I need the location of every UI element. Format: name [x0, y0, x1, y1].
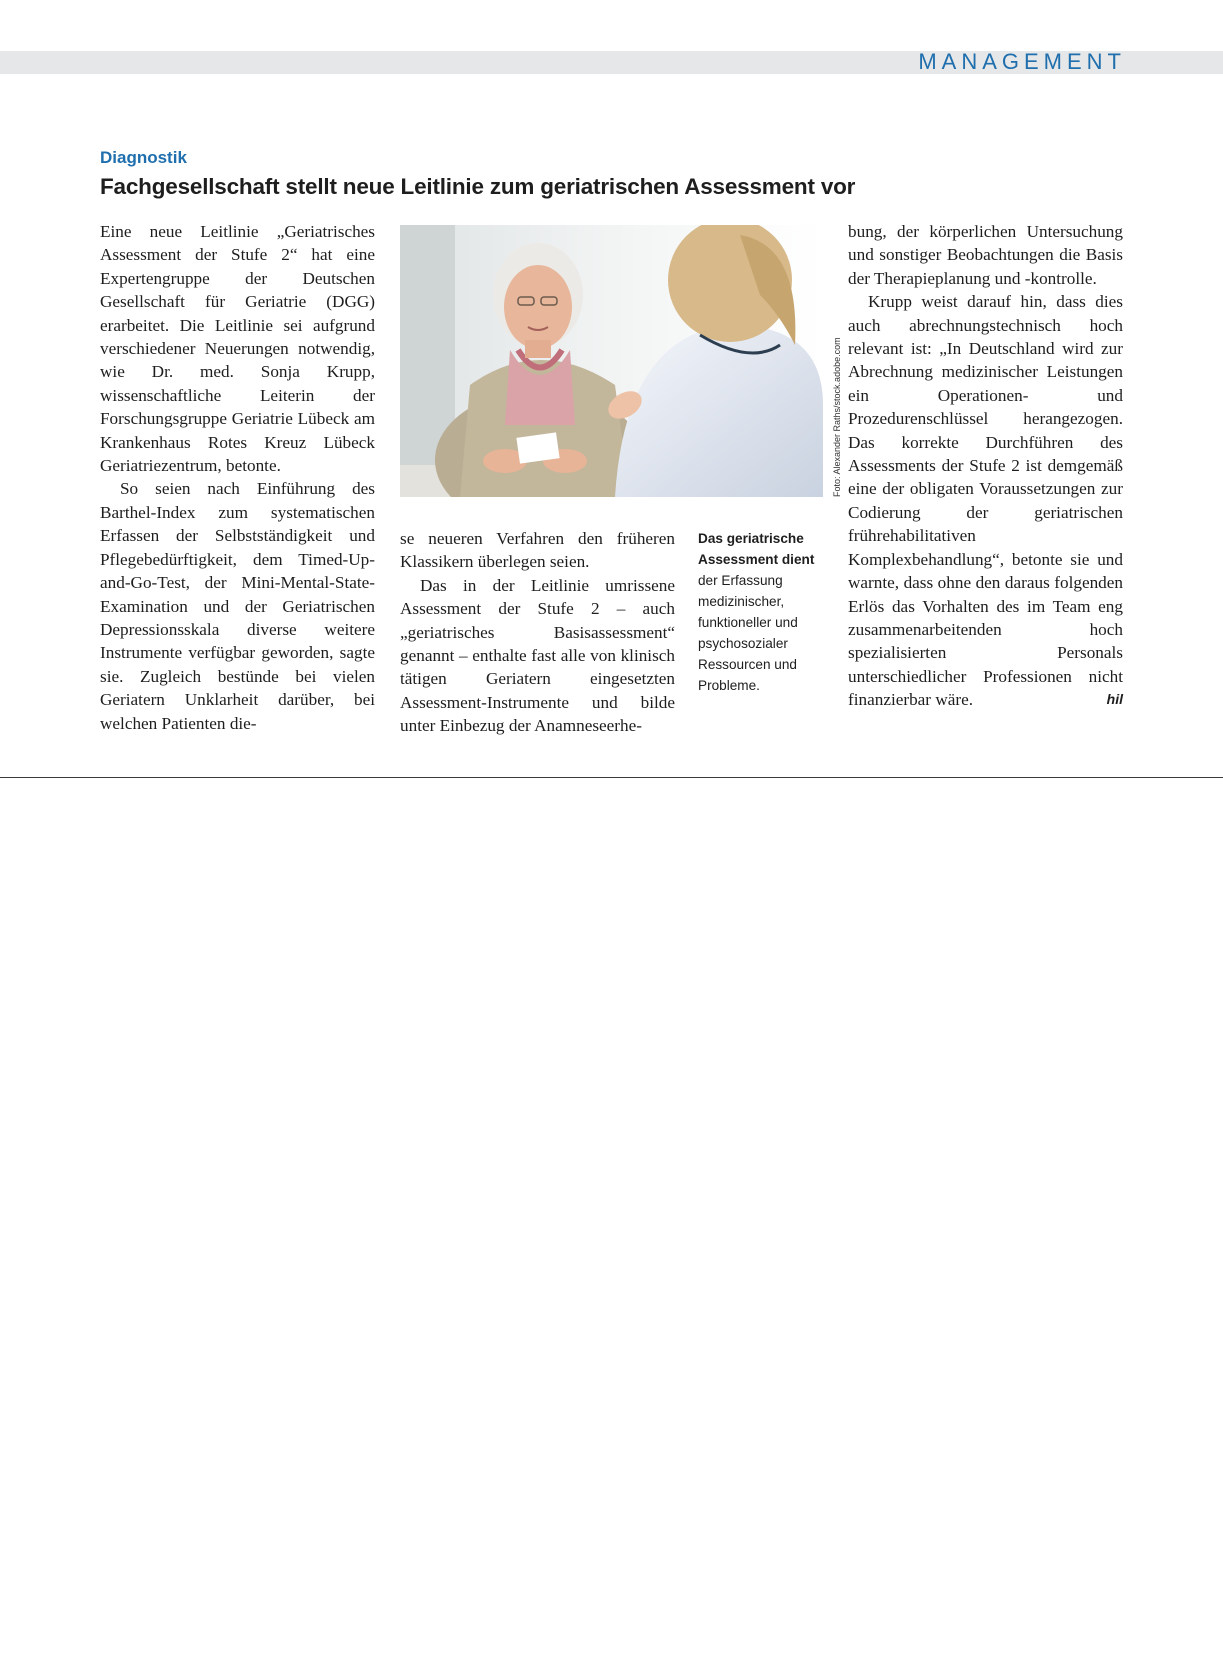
article-kicker: Diagnostik — [100, 148, 187, 167]
author-signature: hil — [1106, 691, 1123, 708]
caption-text: der Erfassung medizinischer, funktioneller und psychosozialer Ressourcen und Probleme. — [698, 573, 798, 693]
paragraph: se neueren Verfahren den früheren Klassikern überlegen seien. — [400, 529, 675, 572]
paragraph: Eine neue Leitlinie „Geriatrisches Assessment der Stufe 2“ hat eine Expertengruppe der Deutschen Gesellschaft für Geriatrie (DGG) erarbeitet. Die Leitlinie sei aufgrund verschiedener Neuerungen notwendig, wie Dr. med. Sonja Krupp, wissenschaftliche Leiterin der Forschungsgruppe Geriatrie Lübeck am Krankenhaus Rotes Kreuz Lübeck Geriatriezentrum, betonte. — [100, 222, 375, 476]
article-headline: Fachgesellschaft stellt neue Leitlinie zum geriatrischen Assessment vor — [100, 174, 856, 199]
caption-lead: Das geriatrische Assessment dient — [698, 531, 815, 567]
bottom-divider — [0, 777, 1223, 778]
photo-credit: Foto: Alexander Raths/stock.adobe.com — [832, 337, 842, 497]
paragraph: bung, der körperlichen Untersuchung und sonstiger Beobachtungen die Basis der Therapieplanung und -kontrolle. — [848, 222, 1123, 288]
photo-caption — [698, 528, 828, 696]
paragraph: So seien nach Einführung des Barthel-Index zum systematischen Erfassen der Selbstständigkeit und Pflegebedürftigkeit, dem Timed-Up-and-Go-Test, der Mini-Mental-State-Examination und der Geriatrischen Depressionsskala diverse weitere Instrumente verfügbar geworden, sagte sie. Zugleich bestünde bei vielen Geriatern Unklarheit darüber, bei welchen Patienten die- — [100, 479, 375, 733]
text-column-1 — [100, 220, 375, 735]
section-label: MANAGEMENT — [918, 49, 1126, 74]
article-photo — [400, 225, 823, 497]
photo-illustration — [400, 225, 823, 497]
paragraph: Das in der Leitlinie umrissene Assessment der Stufe 2 – auch „geriatrisches Basisassessment“ genannt – enthalte fast alle von klinisch tätigen Geriatern eingesetzten Assessment-Instrumente und bilde unter Einbezug der Anamneseerhe- — [400, 575, 675, 736]
text-column-2 — [400, 527, 675, 738]
text-column-3 — [848, 220, 1123, 712]
paragraph — [848, 290, 1123, 711]
paragraph-text: Krupp weist darauf hin, dass dies auch abrechnungstechnisch hoch relevant ist: „In Deutschland wird zur Abrechnung medizinischer Leistungen ein Operationen- und Prozedurenschlüssel herangezogen. Das korrekte Durchführen des Assessments der Stufe 2 ist demgemäß eine der obligaten Voraussetzungen zur Codierung der geriatrischen frührehabilitativen Komplexbehandlung“, betonte sie und warnte, dass ohne den daraus folgenden Erlös das Vorhalten des im Team eng zusammenarbeitenden hoch spezialisierten Personals unterschiedlicher Professionen nicht finanzierbar wäre. — [848, 292, 1123, 710]
